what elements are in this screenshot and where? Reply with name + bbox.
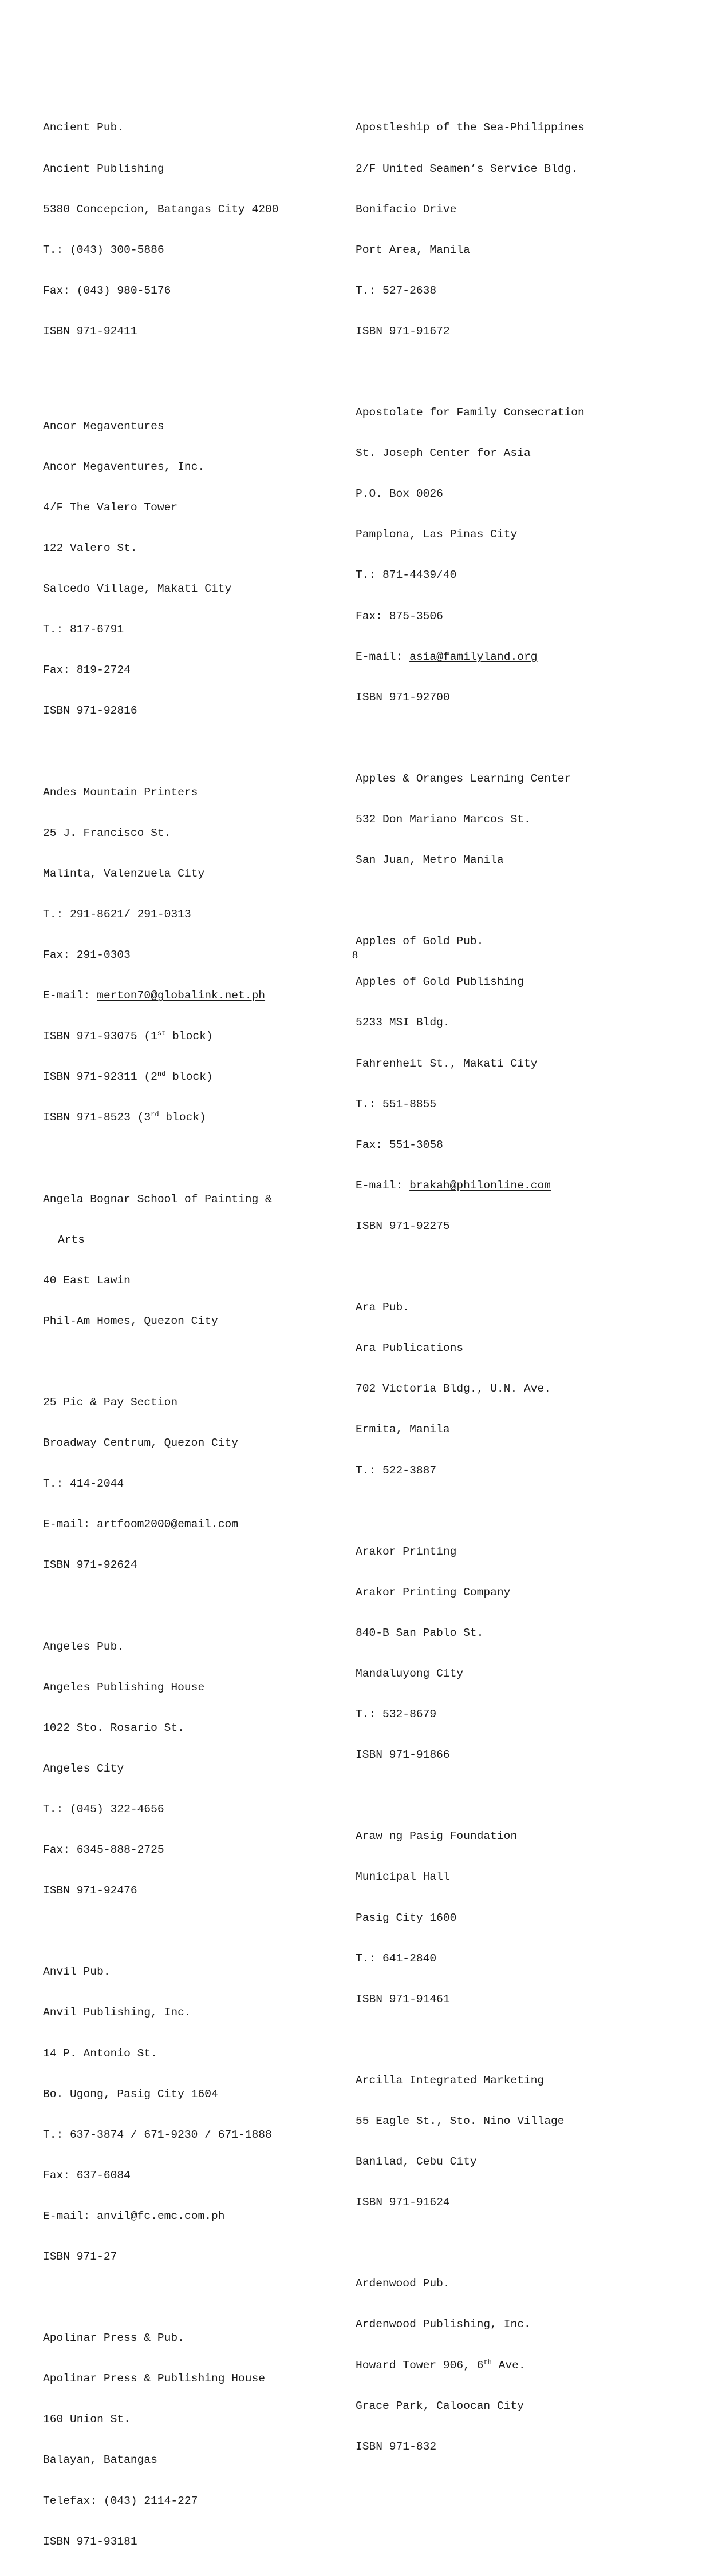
entry-line: Fax: 637-6084 <box>43 2169 131 2182</box>
entry-line: San Juan, Metro Manila <box>356 854 504 867</box>
entry-line: Fax: 819-2724 <box>43 664 131 677</box>
entry-line: P.O. Box 0026 <box>356 488 443 501</box>
isbn-line <box>43 1071 341 1084</box>
entry-line: Mandaluyong City <box>356 1667 464 1680</box>
entry-line: Broadway Centrum, Quezon City <box>43 1437 238 1450</box>
entry-line: ISBN 971-93181 <box>43 2535 137 2548</box>
entry-line <box>356 2359 676 2373</box>
entry-line: 840-B San Pablo St. <box>356 1626 484 1639</box>
entry-name: Arcilla Integrated Marketing <box>356 2074 545 2087</box>
entry-line: Telefax: (043) 2114-227 <box>43 2494 198 2507</box>
entry-line: ISBN 971-92411 <box>43 324 137 338</box>
email-label: E-mail: <box>43 2209 97 2222</box>
entry-ardenwood-pub <box>356 2250 676 2481</box>
email-link[interactable]: merton70@globalink.net.ph <box>97 989 266 1002</box>
entry-pic-and-pay-section <box>43 1369 341 1600</box>
email-line <box>356 651 676 664</box>
entry-name: Angela Bognar School of Painting & <box>43 1192 272 1206</box>
entry-name: Ancor Megaventures <box>43 419 164 433</box>
email-label: E-mail: <box>356 650 410 663</box>
entry-ancor-megaventures <box>43 393 341 745</box>
email-link[interactable]: brakah@philonline.com <box>409 1179 551 1192</box>
entry-line: Apples of Gold Publishing <box>356 976 524 989</box>
email-line <box>43 989 341 1003</box>
entry-line: T.: 871-4439/40 <box>356 569 457 582</box>
entry-line: ISBN 971-91672 <box>356 324 450 338</box>
entry-line: Port Area, Manila <box>356 243 470 256</box>
entry-ara-pub <box>356 1274 676 1505</box>
entry-line: Balayan, Batangas <box>43 2454 157 2467</box>
entry-ancient-pub <box>43 94 341 366</box>
isbn-line <box>43 1111 341 1125</box>
entry-line: Angeles Publishing House <box>43 1681 205 1694</box>
page-number: 8 <box>352 949 358 961</box>
entry-name: Apples of Gold Pub. <box>356 935 484 948</box>
entry-line: 14 P. Antonio St. <box>43 2047 157 2060</box>
isbn-text: ISBN 971-92311 (2 <box>43 1071 157 1084</box>
entry-arcilla-integrated-marketing <box>356 2047 676 2237</box>
entry-line: Anvil Publishing, Inc. <box>43 2006 191 2019</box>
entry-name: Ara Pub. <box>356 1301 410 1314</box>
entry-line: Grace Park, Caloocan City <box>356 2399 524 2412</box>
email-line <box>356 1179 676 1193</box>
isbn-text: ISBN 971-93075 (1 <box>43 1030 157 1043</box>
entry-line: 122 Valero St. <box>43 542 137 555</box>
entry-name: Andes Mountain Printers <box>43 786 198 799</box>
entry-line: 160 Union St. <box>43 2413 131 2426</box>
entry-line: T.: 551-8855 <box>356 1097 437 1111</box>
entry-line: Banilad, Cebu City <box>356 2155 477 2169</box>
entry-line: ISBN 971-91461 <box>356 1992 450 2006</box>
entry-line: 25 J. Francisco St. <box>43 826 171 839</box>
entry-name: Anvil Pub. <box>43 1965 111 1979</box>
ordinal-suffix: st <box>157 1029 166 1038</box>
entry-name: Apples & Oranges Learning Center <box>356 772 571 785</box>
entry-line: 532 Don Mariano Marcos St. <box>356 813 531 826</box>
entry-line: Fax: 551-3058 <box>356 1138 443 1151</box>
entry-line: Municipal Hall <box>356 1870 450 1884</box>
entry-name: Apostleship of the Sea-Philippines <box>356 121 585 134</box>
entry-line: Apolinar Press & Publishing House <box>43 2372 266 2385</box>
entry-line: Ancor Megaventures, Inc. <box>43 460 205 473</box>
entry-name: Apostolate for Family Consecration <box>356 406 585 419</box>
left-column <box>43 94 341 2576</box>
entry-line: Arakor Printing Company <box>356 1586 511 1599</box>
entry-anvil-pub <box>43 1939 341 2291</box>
right-column <box>356 94 676 2481</box>
entry-line: ISBN 971-832 <box>356 2440 437 2453</box>
entry-line: ISBN 971-92275 <box>356 1219 450 1232</box>
entry-line: T.: 522-3887 <box>356 1464 437 1477</box>
entry-line: T.: (045) 322-4656 <box>43 1802 164 1816</box>
isbn-text: ISBN 971-8523 (3 <box>43 1111 151 1124</box>
email-link[interactable]: artfoom2000@email.com <box>97 1518 238 1531</box>
entry-line: 40 East Lawin <box>43 1274 131 1287</box>
entry-line: ISBN 971-92700 <box>356 691 450 704</box>
entry-line: 5233 MSI Bldg. <box>356 1016 450 1029</box>
entry-line: ISBN 971-92476 <box>43 1884 137 1897</box>
entry-line: Fax: 6345-888-2725 <box>43 1844 164 1857</box>
email-label: E-mail: <box>356 1179 410 1192</box>
entry-line: T.: 414-2044 <box>43 1477 124 1491</box>
email-link[interactable]: anvil@fc.emc.com.ph <box>97 2209 225 2222</box>
entry-line: Ermita, Manila <box>356 1423 450 1436</box>
entry-line: Malinta, Valenzuela City <box>43 867 205 880</box>
entry-line: 1022 Sto. Rosario St. <box>43 1721 184 1734</box>
entry-araw-ng-pasig-foundation <box>356 1803 676 2034</box>
entry-name: 25 Pic & Pay Section <box>43 1396 178 1409</box>
email-line <box>43 2210 341 2224</box>
email-label: E-mail: <box>43 1518 97 1531</box>
address-text: Ave. <box>491 2359 526 2372</box>
entry-line: ISBN 971-27 <box>43 2250 117 2263</box>
entry-apostleship-of-the-sea <box>356 94 676 366</box>
entry-line: St. Joseph Center for Asia <box>356 447 531 460</box>
entry-name: Angeles Pub. <box>43 1640 124 1653</box>
entry-angela-bognar-school <box>43 1166 341 1356</box>
entry-name: Ardenwood Pub. <box>356 2277 450 2290</box>
entry-line: Pasig City 1600 <box>356 1911 457 1924</box>
entry-name: Arakor Printing <box>356 1545 457 1558</box>
entry-line: ISBN 971-91866 <box>356 1749 450 1762</box>
entry-name-continued: Arts <box>58 1233 85 1246</box>
entry-line: ISBN 971-92816 <box>43 704 137 718</box>
entry-line: Salcedo Village, Makati City <box>43 582 232 596</box>
entry-line: 702 Victoria Bldg., U.N. Ave. <box>356 1382 551 1396</box>
entry-line: Ardenwood Publishing, Inc. <box>356 2318 531 2331</box>
entry-line: Angeles City <box>43 1762 124 1775</box>
entry-line: Fax: (043) 980-5176 <box>43 284 171 297</box>
entry-line: ISBN 971-91624 <box>356 2196 450 2209</box>
entry-line: Fahrenheit St., Makati City <box>356 1057 538 1070</box>
entry-apples-and-oranges <box>356 746 676 895</box>
entry-name: Ancient Pub. <box>43 121 124 134</box>
email-link[interactable]: asia@familyland.org <box>409 650 538 663</box>
entry-line: T.: 641-2840 <box>356 1952 437 1965</box>
isbn-text: block) <box>165 1030 213 1043</box>
entry-line: Bo. Ugong, Pasig City 1604 <box>43 2087 218 2101</box>
entry-line: Ara Publications <box>356 1342 464 1355</box>
entry-arakor-printing <box>356 1518 676 1789</box>
entry-line: T.: 637-3874 / 671-9230 / 671-1888 <box>43 2128 272 2141</box>
entry-apostolate-family-consecration <box>356 379 676 732</box>
entry-line: Fax: 875-3506 <box>356 609 443 623</box>
entry-apolinar-press <box>43 2305 341 2576</box>
entry-line: Bonifacio Drive <box>356 203 457 216</box>
isbn-text: block) <box>159 1111 206 1124</box>
entry-line: Fax: 291-0303 <box>43 948 131 961</box>
ordinal-suffix: rd <box>151 1111 159 1119</box>
entry-line: T.: (043) 300-5886 <box>43 243 164 256</box>
ordinal-suffix: nd <box>157 1070 166 1079</box>
entry-line: 2/F United Seamen’s Service Bldg. <box>356 162 578 175</box>
ordinal-suffix: th <box>483 2358 492 2367</box>
entry-line: T.: 817-6791 <box>43 623 124 636</box>
email-label: E-mail: <box>43 989 97 1002</box>
address-text: Howard Tower 906, 6 <box>356 2359 484 2372</box>
entry-name: Araw ng Pasig Foundation <box>356 1830 518 1843</box>
entry-line: T.: 291-8621/ 291-0313 <box>43 907 191 921</box>
email-line <box>43 1518 341 1532</box>
entry-angeles-pub <box>43 1613 341 1925</box>
entry-name: Apolinar Press & Pub. <box>43 2332 184 2345</box>
entry-line: T.: 527-2638 <box>356 284 437 297</box>
entry-line: ISBN 971-92624 <box>43 1559 137 1572</box>
entry-line: Pamplona, Las Pinas City <box>356 528 518 541</box>
entry-line: 55 Eagle St., Sto. Nino Village <box>356 2115 565 2127</box>
entry-line: 4/F The Valero Tower <box>43 501 178 514</box>
isbn-text: block) <box>165 1071 213 1084</box>
isbn-line <box>43 1030 341 1044</box>
entry-line: Ancient Publishing <box>43 162 164 175</box>
entry-line: T.: 532-8679 <box>356 1708 437 1721</box>
entry-line: 5380 Concepcion, Batangas City 4200 <box>43 203 279 216</box>
entry-line: Phil-Am Homes, Quezon City <box>43 1314 218 1327</box>
